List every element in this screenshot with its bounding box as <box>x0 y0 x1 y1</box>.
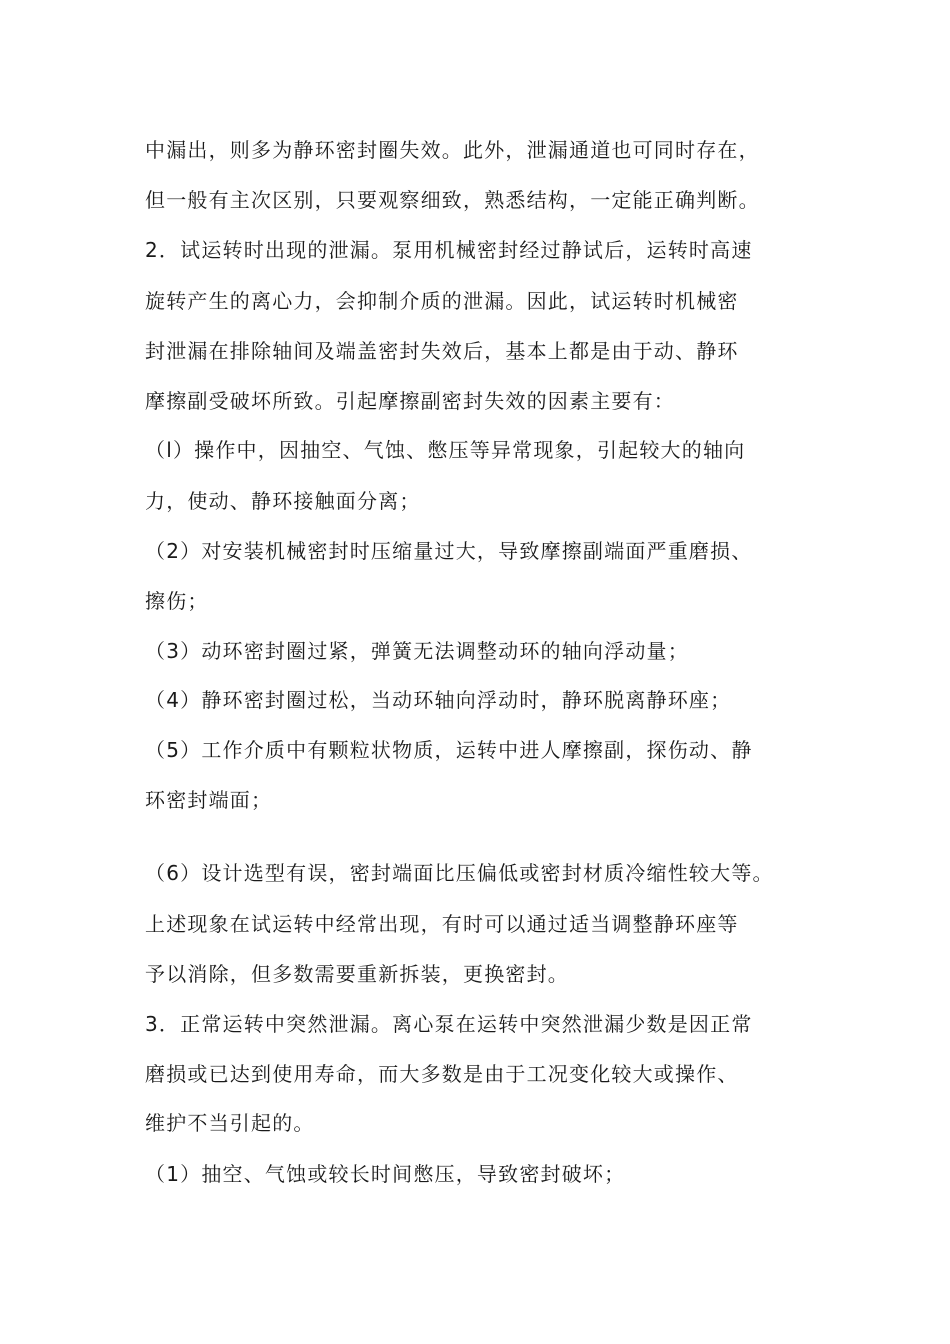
text-line: 封泄漏在排除轴间及端盖密封失效后，基本上都是由于动、静环 <box>145 339 739 363</box>
text-line: （5）工作介质中有颗粒状物质，运转中进人摩擦副，探伤动、静 <box>145 738 753 762</box>
text-line: 2．试运转时出现的泄漏。泵用机械密封经过静试后，运转时高速 <box>145 238 753 262</box>
text-line: （2）对安装机械密封时压缩量过大，导致摩擦副端面严重磨损、 <box>145 539 753 563</box>
text-line: （6）设计选型有误，密封端面比压偏低或密封材质冷缩性较大等。 <box>145 861 774 885</box>
text-line: 磨损或已达到使用寿命，而大多数是由于工况变化较大或操作、 <box>145 1062 739 1086</box>
text-line: 但一般有主次区别，只要观察细致，熟悉结构，一定能正确判断。 <box>145 188 760 212</box>
text-line: 3．正常运转中突然泄漏。离心泵在运转中突然泄漏少数是因正常 <box>145 1012 753 1036</box>
text-line: 擦伤； <box>145 589 209 613</box>
text-line: 上述现象在试运转中经常出现，有时可以通过适当调整静环座等 <box>145 912 739 936</box>
text-line: 环密封端面； <box>145 788 273 812</box>
text-line: 摩擦副受破坏所致。引起摩擦副密封失效的因素主要有： <box>145 389 675 413</box>
text-line: （l）操作中，因抽空、气蚀、憋压等异常现象，引起较大的轴向 <box>145 438 746 462</box>
text-line: 中漏出，则多为静环密封圈失效。此外，泄漏通道也可同时存在， <box>145 138 760 162</box>
text-line: 维护不当引起的。 <box>145 1111 315 1135</box>
text-line: 力，使动、静环接触面分离； <box>145 489 421 513</box>
text-line: 旋转产生的离心力，会抑制介质的泄漏。因此，试运转时机械密 <box>145 289 739 313</box>
text-line: （1）抽空、气蚀或较长时间憋压，导致密封破坏； <box>145 1162 626 1186</box>
text-line: 予以消除，但多数需要重新拆装，更换密封。 <box>145 962 569 986</box>
text-line: （4）静环密封圈过松，当动环轴向浮动时，静环脱离静环座； <box>145 688 732 712</box>
text-line: （3）动环密封圈过紧，弹簧无法调整动环的轴向浮动量； <box>145 639 689 663</box>
